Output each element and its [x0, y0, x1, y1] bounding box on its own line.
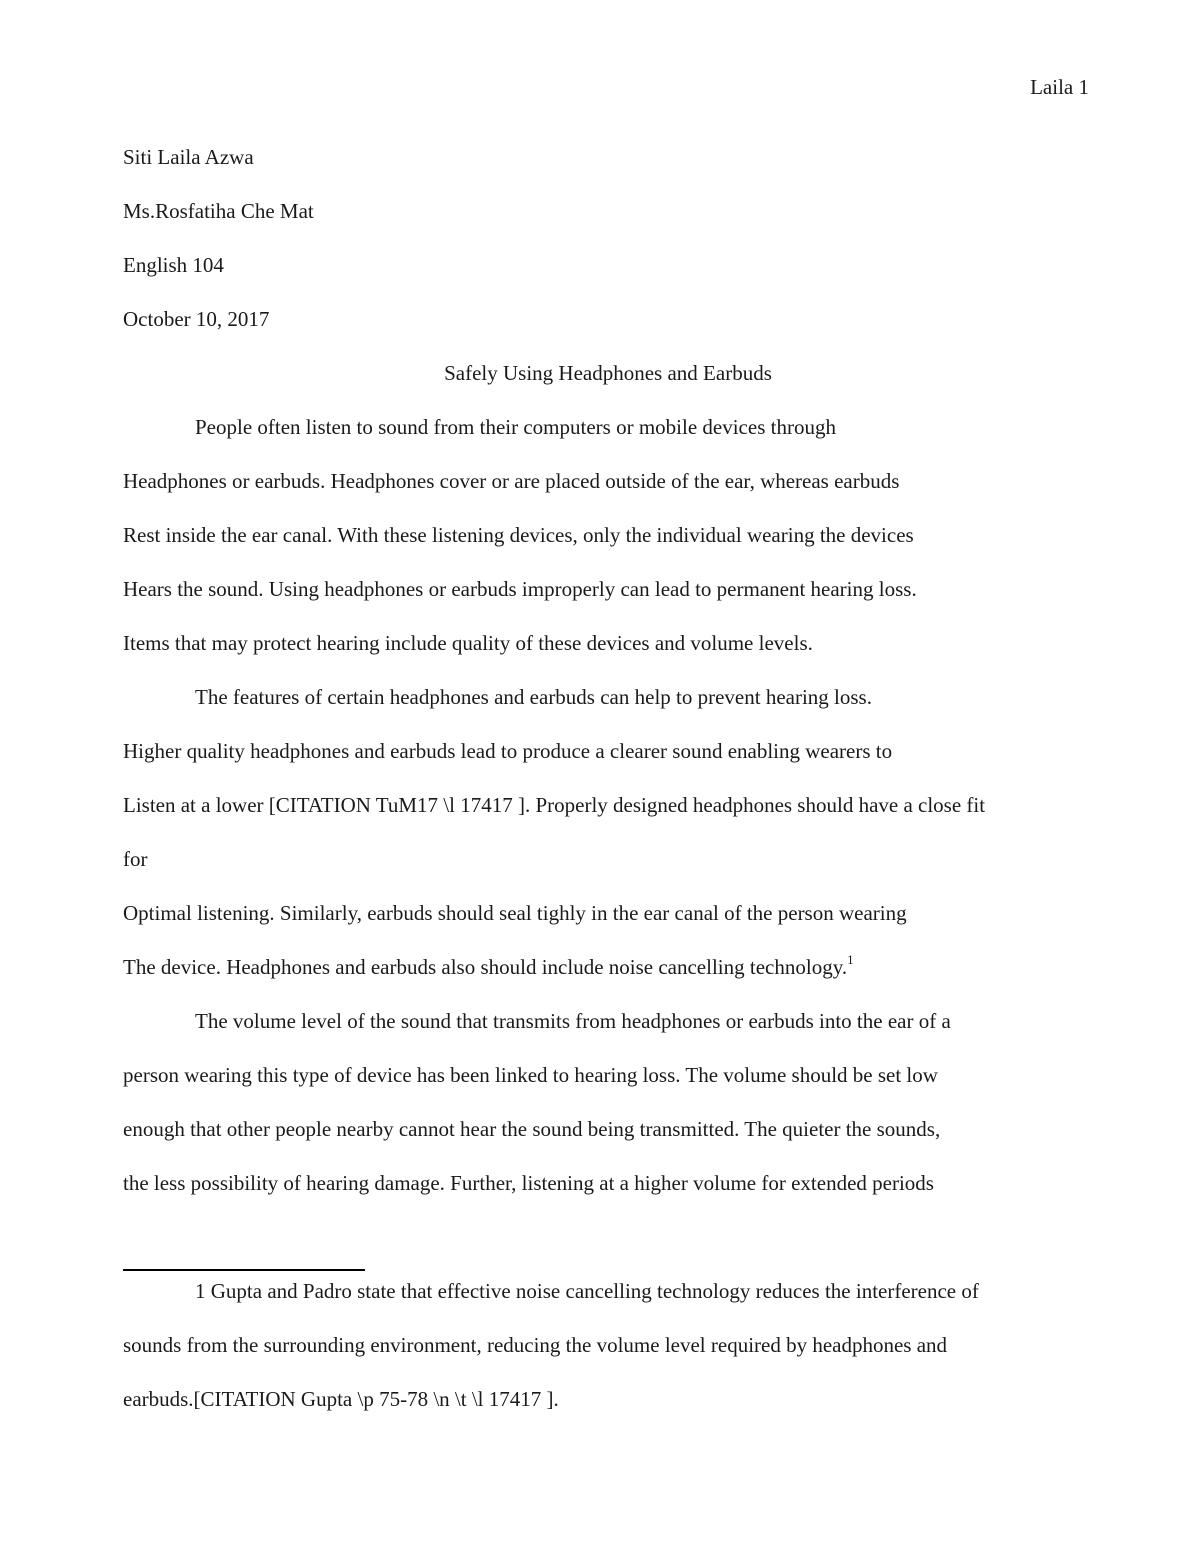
body-line: Hears the sound. Using headphones or earbuds improperly can lead to permanent hearing loss.	[123, 577, 917, 601]
document-title: Safely Using Headphones and Earbuds	[444, 361, 772, 385]
body-line-text: The device. Headphones and earbuds also should include noise cancelling technology.	[123, 955, 848, 979]
body-line: person wearing this type of device has been linked to hearing loss. The volume should be set low	[123, 1063, 938, 1087]
course-name: English 104	[123, 253, 224, 277]
student-name: Siti Laila Azwa	[123, 145, 254, 169]
page-header: Laila 1	[1030, 75, 1089, 99]
footnote-line: sounds from the surrounding environment, reducing the volume level required by headphones and	[123, 1333, 948, 1357]
body-line: for	[123, 847, 148, 871]
body-line: Items that may protect hearing include quality of these devices and volume levels.	[123, 631, 813, 655]
body-line-with-footnote	[123, 954, 854, 980]
body-line: enough that other people nearby cannot hear the sound being transmitted. The quieter the sounds,	[123, 1117, 941, 1141]
body-line: Optimal listening. Similarly, earbuds should seal tighly in the ear canal of the person wearing	[123, 901, 907, 925]
body-line: The features of certain headphones and earbuds can help to prevent hearing loss.	[195, 685, 872, 709]
body-line: People often listen to sound from their computers or mobile devices through	[195, 415, 836, 439]
footnote-reference[interactable]: 1	[847, 952, 854, 967]
body-line: Rest inside the ear canal. With these listening devices, only the individual wearing the devices	[123, 523, 914, 547]
footnote-line: 1 Gupta and Padro state that effective noise cancelling technology reduces the interference of	[195, 1279, 979, 1303]
body-line: the less possibility of hearing damage. Further, listening at a higher volume for extended periods	[123, 1171, 934, 1195]
body-line: Listen at a lower [CITATION TuM17 \l 17417 ]. Properly designed headphones should have a close fit	[123, 793, 986, 817]
body-line: Higher quality headphones and earbuds lead to produce a clearer sound enabling wearers to	[123, 739, 893, 763]
body-line: Headphones or earbuds. Headphones cover or are placed outside of the ear, whereas earbuds	[123, 469, 900, 493]
document-date: October 10, 2017	[123, 307, 270, 331]
body-line: The volume level of the sound that transmits from headphones or earbuds into the ear of a	[195, 1009, 951, 1033]
instructor-name: Ms.Rosfatiha Che Mat	[123, 199, 314, 223]
footnote-separator	[123, 1269, 365, 1271]
footnote-line: earbuds.[CITATION Gupta \p 75-78 \n \t \l 17417 ].	[123, 1387, 559, 1411]
